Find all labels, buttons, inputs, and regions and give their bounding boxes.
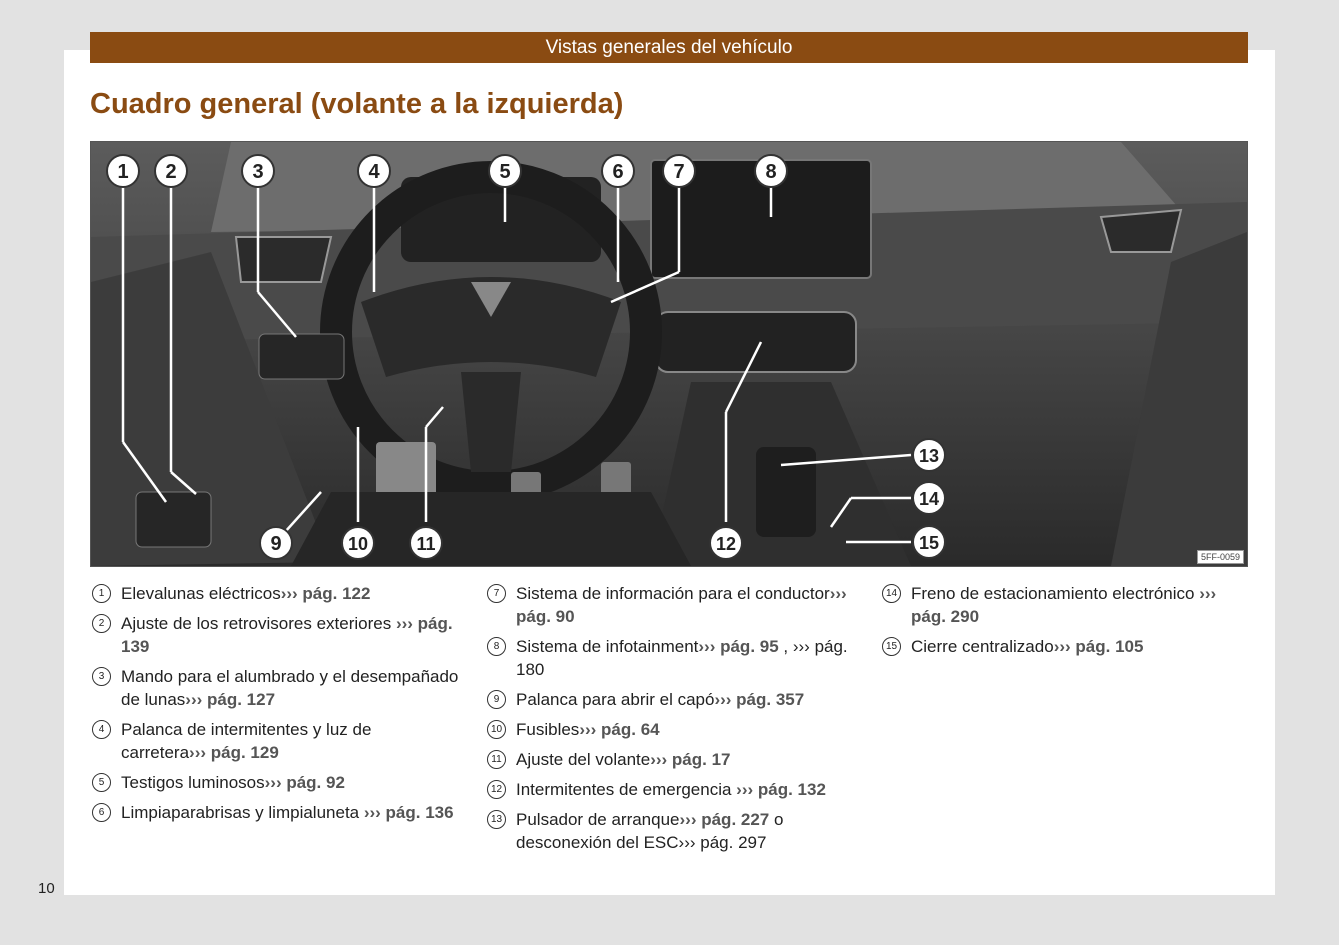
legend-number: 14 [882,584,901,603]
legend-item [485,718,855,741]
legend-item [90,612,460,658]
page-reference-link[interactable]: ››› pág. 90 [516,584,847,626]
section-header: Vistas generales del vehículo [90,32,1248,63]
dashboard-drawing [91,142,1247,566]
legend-item [90,771,460,794]
legend-item [485,808,855,854]
legend-text: Palanca de intermitentes y luz de carretera [121,720,372,762]
page-reference-link[interactable]: ››› pág. 122 [280,584,371,603]
callout-6-label: 6 [612,161,624,183]
legend-text: Freno de estacionamiento electrónico [911,584,1200,603]
legend-item [880,635,1240,658]
legend-text: Testigos luminosos [121,773,265,792]
page-title: Cuadro general (volante a la izquierda) [90,88,624,120]
legend-text: Sistema de infotainment [516,637,699,656]
page-reference-link[interactable]: ››› pág. 129 [189,743,279,762]
page-reference-link[interactable]: ››› pág. 136 [363,803,454,822]
callout-8 [755,155,787,187]
legend-number: 4 [92,720,111,739]
legend-text: Ajuste de los retrovisores exteriores [121,614,396,633]
legend-number: 3 [92,667,111,686]
legend-item [485,635,855,681]
callout-12 [710,527,742,559]
callout-8-label: 8 [765,161,777,183]
page-reference-link[interactable]: ››› pág. 127 [185,690,276,709]
callout-15 [913,526,945,558]
legend-number: 5 [92,773,111,792]
callout-7 [663,155,695,187]
callout-5-label: 5 [499,161,511,183]
legend-number: 15 [882,637,901,656]
page-reference-link[interactable]: ››› pág. 139 [121,614,453,656]
callout-4 [358,155,390,187]
legend-column-1 [90,582,460,831]
callout-2-label: 2 [165,161,177,183]
callout-2 [155,155,187,187]
page-reference-link[interactable]: ››› pág. 290 [911,584,1217,626]
legend-item [880,582,1240,628]
legend-number: 7 [487,584,506,603]
callout-14-label: 14 [918,489,940,509]
legend-number: 9 [487,690,506,709]
page-reference-link[interactable]: ››› pág. 227 [679,810,770,829]
legend-item [485,748,855,771]
page-reference-link[interactable]: ››› pág. 132 [736,780,826,799]
legend-number: 10 [487,720,506,739]
dashboard-illustration [90,141,1248,567]
page-reference-link[interactable]: ››› pág. 105 [1053,637,1144,656]
legend-column-2 [485,582,855,861]
callout-4-label: 4 [368,161,380,183]
callout-10-label: 10 [347,534,369,554]
callout-13-label: 13 [918,446,940,466]
page-number: 10 [38,880,55,897]
page-reference-link[interactable]: ››› pág. 92 [264,773,345,792]
callout-13 [913,439,945,471]
image-code: 5FF-0059 [1197,550,1244,564]
legend-item [90,665,460,711]
page-reference-link[interactable]: ››› pág. 17 [650,750,731,769]
legend-text: Mando para el alumbrado y el desempañado de lunas [121,667,459,709]
legend-item [90,718,460,764]
callout-9-label: 9 [270,533,282,555]
callout-11-label: 11 [416,534,436,554]
legend-item [90,801,460,824]
legend-number: 12 [487,780,506,799]
page-reference-link[interactable]: ››› pág. 357 [714,690,805,709]
callout-3 [242,155,274,187]
callout-5 [489,155,521,187]
legend-item [485,778,855,801]
page-reference-link[interactable]: ››› pág. 64 [579,720,660,739]
legend-text-suffix: , ››› pág. 180 [516,637,848,679]
callout-12-label: 12 [715,534,737,554]
legend-text: Cierre centralizado [911,637,1054,656]
legend-text: Intermitentes de emergencia [516,780,737,799]
legend-text: Limpiaparabrisas y limpialuneta [121,803,364,822]
legend-text: Ajuste del volante [516,750,651,769]
callout-7-label: 7 [673,161,685,183]
callout-11 [410,527,442,559]
legend-number: 13 [487,810,506,829]
legend-item [485,582,855,628]
legend-item [485,688,855,711]
legend-number: 1 [92,584,111,603]
legend-number: 11 [487,750,506,769]
legend-text: Sistema de información para el conductor [516,584,830,603]
callout-14 [913,482,945,514]
callout-3-label: 3 [252,161,264,183]
legend-text: Elevalunas eléctricos [121,584,281,603]
callout-1 [107,155,139,187]
callout-10 [342,527,374,559]
legend-column-3 [880,582,1240,665]
legend-text: Pulsador de arranque [516,810,680,829]
page-reference-link[interactable]: ››› pág. 95 [698,637,779,656]
legend-number: 8 [487,637,506,656]
legend-item [90,582,460,605]
callout-6 [602,155,634,187]
callout-15-label: 15 [918,533,940,553]
legend-text: Fusibles [516,720,580,739]
legend-text-suffix: o desconexión del ESC››› pág. 297 [516,810,784,852]
callout-9 [260,527,292,559]
callout-1-label: 1 [117,161,129,183]
legend-number: 2 [92,614,111,633]
legend-number: 6 [92,803,111,822]
legend-text: Palanca para abrir el capó [516,690,715,709]
